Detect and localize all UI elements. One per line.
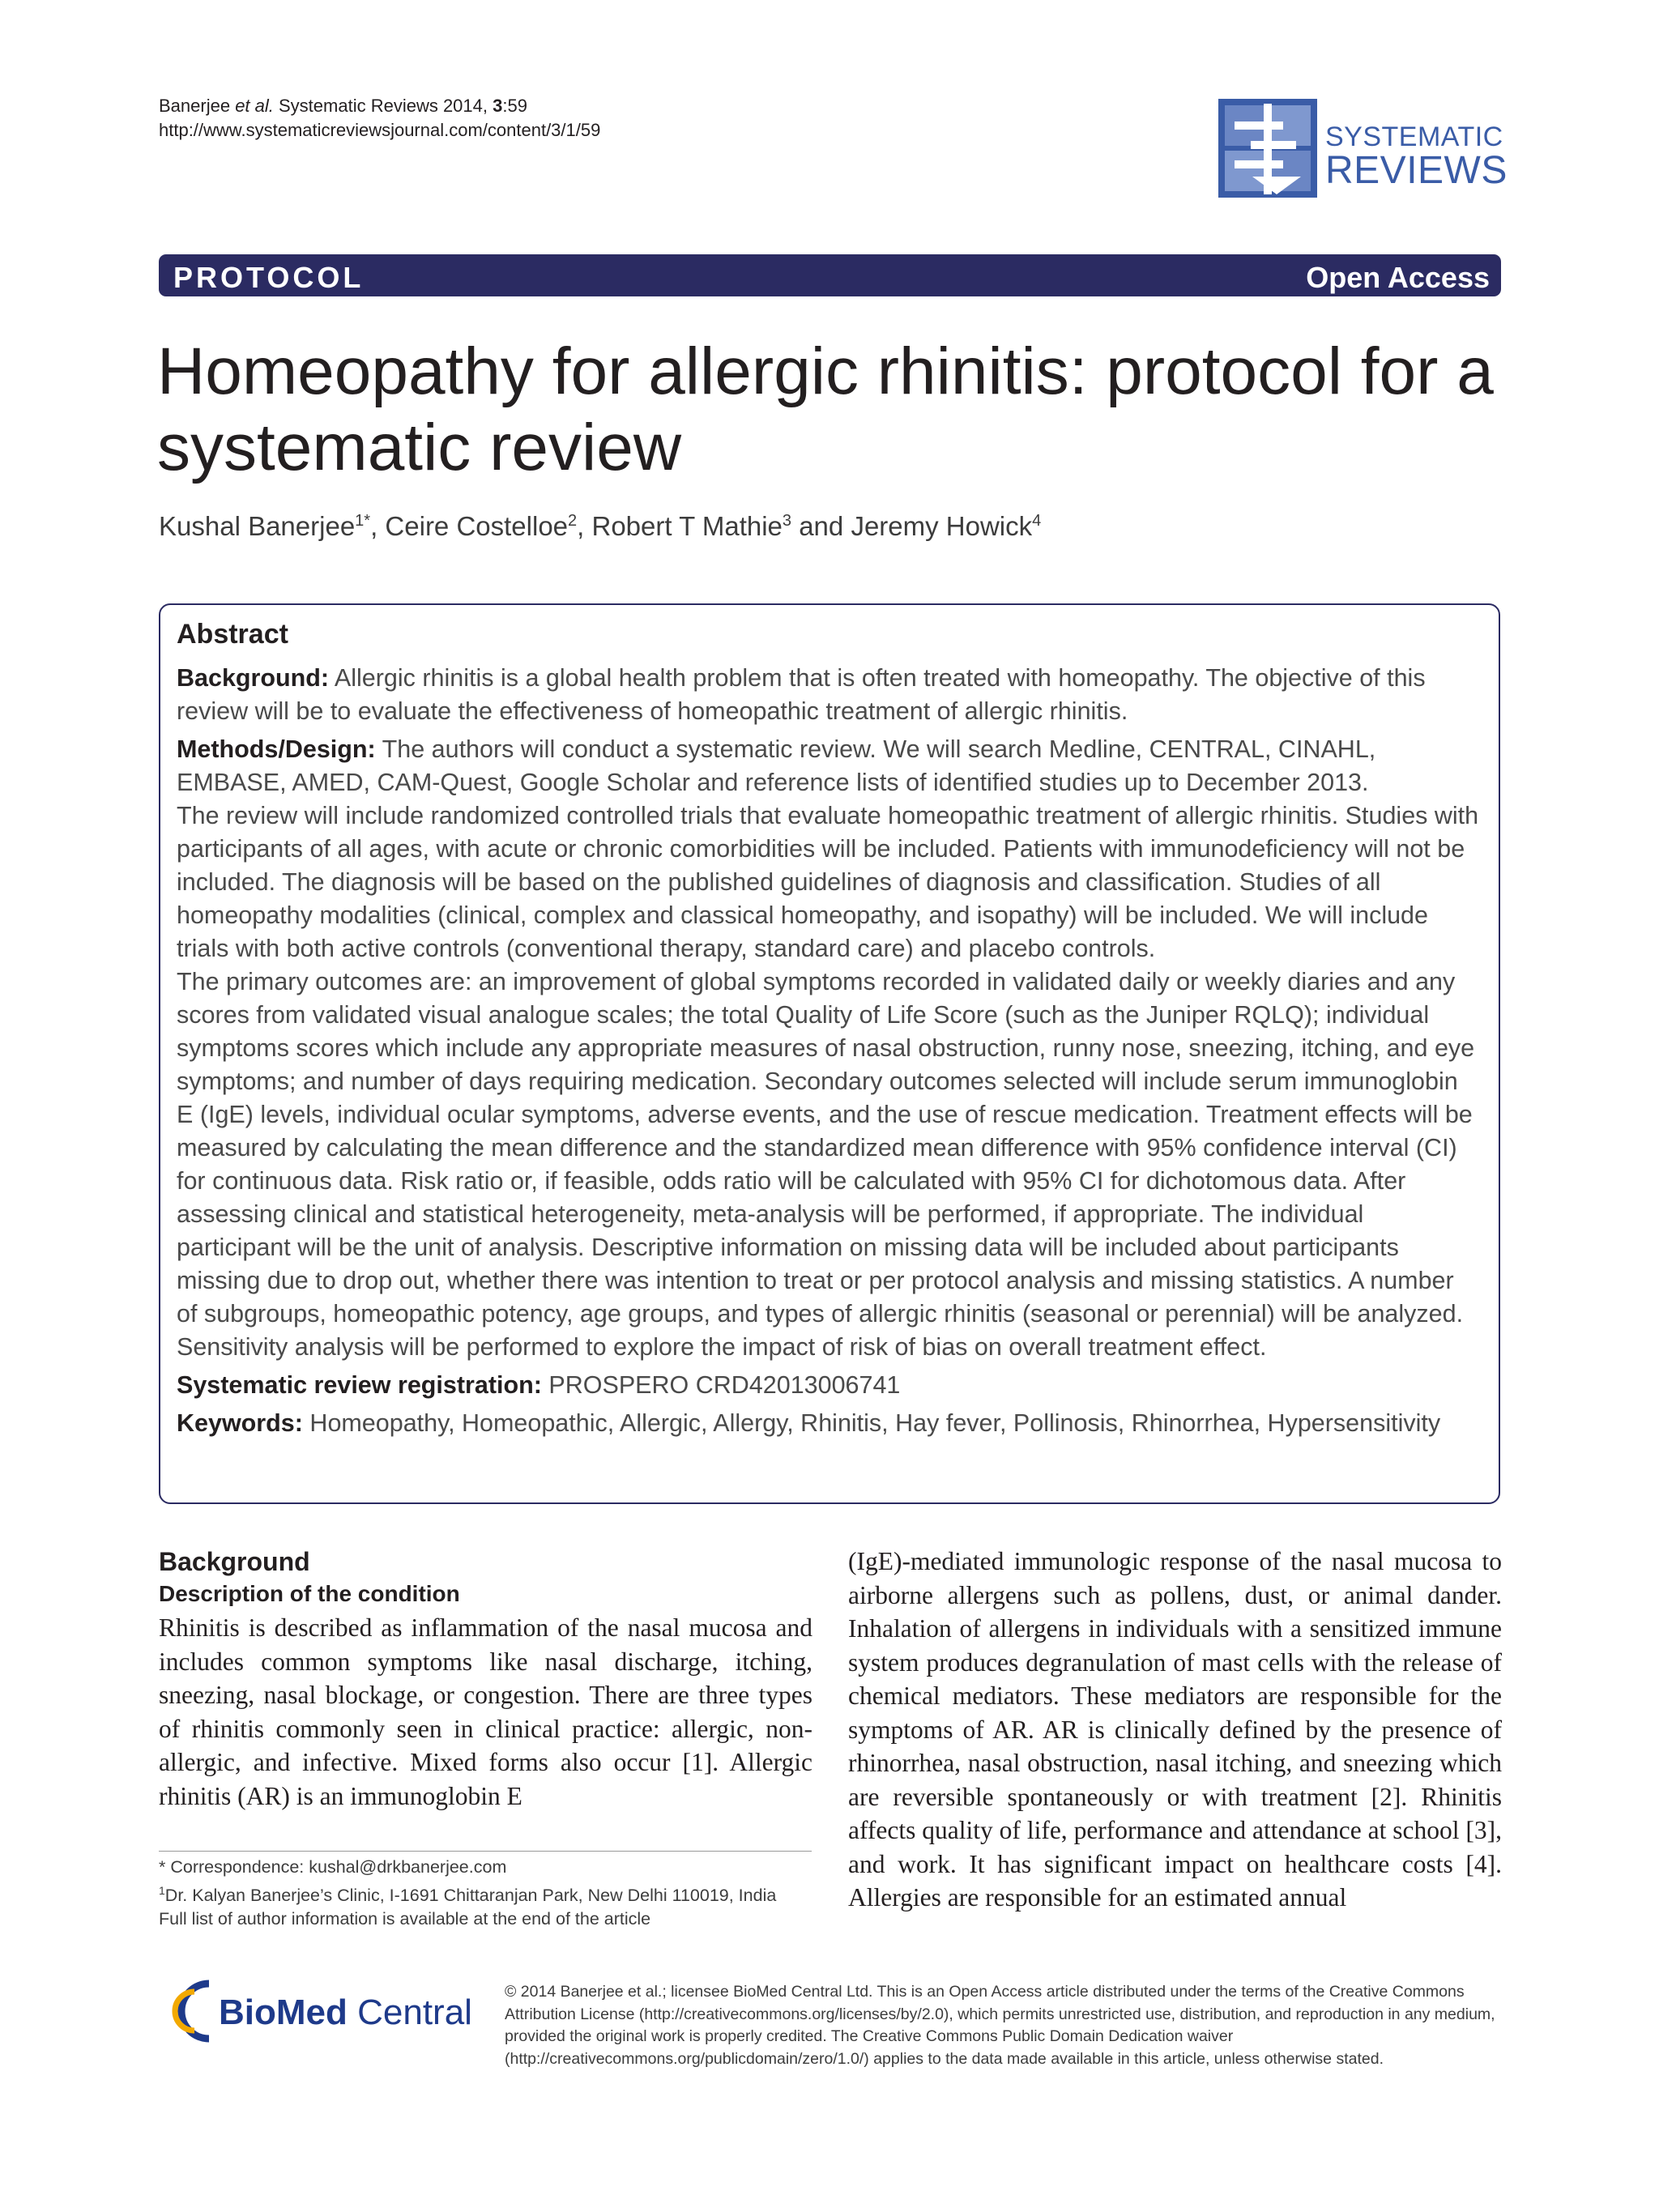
author-name[interactable]: Ceire Costelloe: [385, 511, 569, 541]
citation-article: :59: [502, 96, 527, 116]
affiliation-note-text: Dr. Kalyan Banerjee’s Clinic, I-1691 Chittaranjan Park, New Delhi 110019, India: [164, 1886, 777, 1906]
article-type-label: PROTOCOL: [173, 261, 365, 294]
author-affiliation-sup: 2: [568, 512, 578, 530]
correspondence-note: * Correspondence: kushal@drkbanerjee.com: [159, 1857, 507, 1877]
abstract-background-label: Background:: [177, 664, 330, 692]
author-name[interactable]: Jeremy Howick: [851, 511, 1033, 541]
abstract-methods-text: The authors will conduct a systematic review. We will search Medline, CENTRAL, CINAHL, EMBASE, AMED, CAM-Quest, Google Scholar and reference lists of identified studies up to December 2013.: [177, 735, 1376, 796]
citation-header: [159, 94, 600, 143]
body-paragraph-left: Rhinitis is described as inflammation of the nasal mucosa and includes common symptoms like nasal discharge, itching, sneezing, nasal blockage, or congestion. There are three types of rhinitis commonly seen in clinical practice: allergic, non-allergic, and infective. Mixed forms also occur [1]. Allergic rhinitis (AR) is an immunoglobin E: [159, 1613, 812, 1810]
body-column-right: [848, 1545, 1502, 1915]
abstract-keywords-label: Keywords:: [177, 1409, 303, 1437]
author-separator: and: [791, 511, 851, 541]
author-separator: ,: [370, 511, 386, 541]
footnotes: [159, 1856, 812, 1931]
author-affiliation-sup: 1*: [355, 512, 371, 530]
author-affiliation-sup: 4: [1032, 512, 1042, 530]
author-info-note: Full list of author information is available at the end of the article: [159, 1909, 651, 1929]
section-heading-background: Background: [159, 1547, 310, 1576]
abstract-box: [159, 603, 1500, 1504]
citation-line: [159, 94, 600, 118]
affiliation-note-sup: 1: [159, 1884, 165, 1897]
journal-logo-line2: REVIEWS: [1325, 149, 1508, 192]
copyright-notice: © 2014 Banerjee et al.; licensee BioMed Central Ltd. This is an Open Access article distributed under the terms of the Creative Commons Attribution License (http://creativecommons.org/licenses/by/2.0), which permits unrestricted use, distribution, and reproduction in any medium, provided the original work is properly credited. The Creative Commons Public Domain Dedication waiver (http://creativecommons.org/publicdomain/zero/1.0/) applies to the data made available in this article, unless otherwise stated.: [505, 1983, 1495, 2068]
abstract-registration: [177, 1369, 1481, 1402]
abstract-registration-label: Systematic review registration:: [177, 1371, 542, 1399]
abstract-registration-text: PROSPERO CRD42013006741: [541, 1371, 901, 1399]
abstract-content: [177, 616, 1481, 1445]
abstract-methods-label: Methods/Design:: [177, 735, 376, 763]
citation-authors: Banerjee: [159, 96, 236, 116]
body-paragraph-right: (IgE)-mediated immunologic response of the nasal mucosa to airborne allergens such as pollens, dust, or animal dander. Inhalation of allergens in individuals with a sensitized immune system produces degranulation of mast cells with the release of chemical mediators. These mediators are responsible for the symptoms of AR. AR is clinically defined by the presence of rhinorrhea, nasal obstruction, nasal itching, and sneezing which are reversible spontaneously or with treatment [2]. Rhinitis affects quality of life, performance and attendance at school [3], and work. It has significant impact on healthcare costs [4]. Allergies are responsible for an estimated annual: [848, 1547, 1502, 1912]
abstract-methods: [177, 733, 1481, 799]
abstract-background-text: Allergic rhinitis is a global health problem that is often treated with homeopathy. The objective of this review will be to evaluate the effectiveness of homeopathic treatment of allergic rhinitis.: [177, 664, 1426, 725]
citation-etal: et al.: [235, 96, 274, 116]
footnote-divider: [159, 1851, 812, 1852]
article-url[interactable]: http://www.systematicreviewsjournal.com/content/3/1/59: [159, 120, 601, 140]
article-title: Homeopathy for allergic rhinitis: protocol for a systematic review: [157, 335, 1494, 484]
abstract-background: [177, 662, 1481, 728]
author-separator: ,: [577, 511, 592, 541]
open-access-label: Open Access: [1306, 261, 1490, 294]
author-name[interactable]: Kushal Banerjee: [159, 511, 356, 541]
abstract-methods-text-2: The review will include randomized controlled trials that evaluate homeopathic treatment of allergic rhinitis. Studies with participants of all ages, with acute or chronic comorbidities will be included. Patients with immunodeficiency will not be included. The diagnosis will be based on the published guidelines of diagnosis and classification. Studies of all homeopathy modalities (clinical, complex and classical homeopathy, and isopathy) will be included. We will include trials with both active controls (conventional therapy, standard care) and placebo controls.: [177, 802, 1479, 962]
abstract-keywords-text: Homeopathy, Homeopathic, Allergic, Allergy, Rhinitis, Hay fever, Pollinosis, Rhinorrhea, Hypersensitivity: [302, 1409, 1441, 1437]
author-list: [159, 504, 1041, 543]
citation-volume: 3: [493, 96, 503, 116]
author-affiliation-sup: 3: [782, 512, 792, 530]
subsection-heading-condition: Description of the condition: [159, 1581, 460, 1606]
abstract-methods-text-3: The primary outcomes are: an improvement of global symptoms recorded in validated daily or weekly diaries and any scores from validated visual analogue scales; the total Quality of Life Score (such as the Juniper RQLQ); individual symptoms scores which include any appropriate measures of nasal obstruction, runny nose, sneezing, itching, and eye symptoms; and number of days requiring medication. Secondary outcomes selected will include serum immunoglobin E (IgE) levels, individual ocular symptoms, adverse events, and the use of rescue medication. Treatment effects will be measured by calculating the mean difference and the standardized mean difference with 95% confidence interval (CI) for continuous data. Risk ratio or, if feasible, odds ratio will be calculated with 95% CI for dichotomous data. After assessing clinical and statistical heterogeneity, meta-analysis will be performed, if appropriate. The individual participant will be the unit of analysis. Descriptive information on missing data will be included about participants missing due to drop out, whether there was intention to treat or per protocol analysis and missing statistics. A number of subgroups, homeopathic potency, age groups, and types of allergic rhinitis (seasonal or perennial) will be analyzed. Sensitivity analysis will be performed to explore the impact of risk of bias on overall treatment effect.: [177, 968, 1475, 1361]
citation-journal: Systematic Reviews 2014,: [273, 96, 493, 116]
body-column-left: [159, 1545, 812, 1813]
journal-logo-line1: SYSTEMATIC: [1325, 121, 1503, 152]
abstract-keywords: [177, 1407, 1481, 1440]
abstract-heading: Abstract: [177, 619, 288, 650]
biomed-central-wordmark: [219, 1993, 472, 2033]
central-wordmark: Central: [347, 1993, 472, 2032]
article-type-bar: [159, 254, 1501, 296]
biomed-wordmark-bold: BioMed: [219, 1993, 348, 2032]
affiliation-note: [159, 1879, 812, 1907]
journal-logo-text: [1325, 120, 1508, 192]
author-name[interactable]: Robert T Mathie: [591, 511, 783, 541]
